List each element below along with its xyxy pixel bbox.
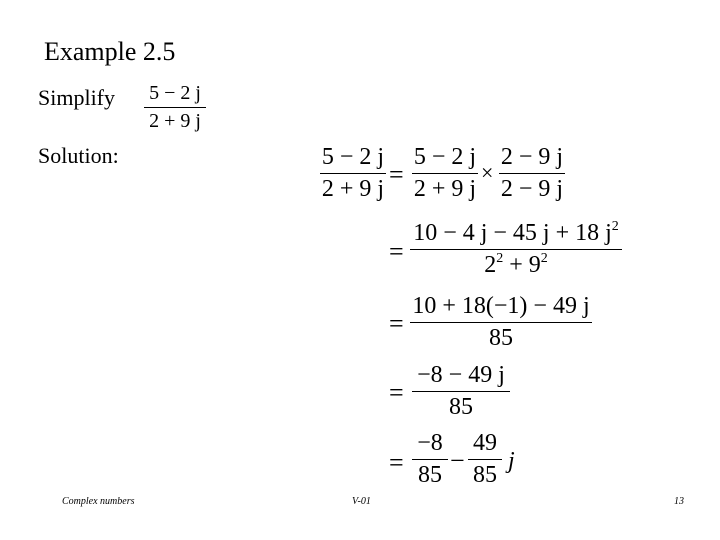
step1-lhs-denominator: 2 + 9 j [321,176,385,202]
step2-den-plus: + 9 [503,252,541,278]
solution-label: Solution: [38,143,119,168]
problem-numerator: 5 − 2 j [149,82,201,104]
step1-a-numerator: 5 − 2 j [413,144,477,170]
step2-den-exp-b: 2 [540,251,548,266]
step1-lhs-numerator: 5 − 2 j [321,144,385,170]
step1-equals: = [389,160,404,189]
step5-minus: − [450,446,465,475]
step3-fraction [410,293,592,352]
footer-page-number: 13 [674,496,684,507]
step5-equals: = [389,448,404,477]
step3-denominator: 85 [489,325,513,351]
step5-b-numerator: 49 [473,430,497,456]
problem-denominator: 2 + 9 j [149,110,201,132]
step2-numerator [410,220,622,247]
step1-b-denominator: 2 − 9 j [500,176,564,202]
simplify-label: Simplify [38,85,116,110]
step2-den-base-a: 2 [484,252,497,278]
step1-fraction-a [412,144,478,203]
step1-fraction-b [499,144,565,203]
fraction-bar [468,459,502,460]
fraction-bar [499,173,565,174]
step2-equals: = [389,237,404,266]
step2-numerator-exponent: 2 [611,219,619,234]
fraction-bar [412,391,510,392]
problem-fraction [144,82,206,133]
step4-numerator: −8 − 49 j [417,362,505,388]
step4-denominator: 85 [449,394,473,420]
step1-b-numerator: 2 − 9 j [500,144,564,170]
step3-equals: = [389,309,404,338]
footer-course: Complex numbers [62,496,135,507]
fraction-bar [320,173,386,174]
step2-den-exp-a: 2 [496,251,504,266]
footer-version: V-01 [352,496,371,507]
step3-numerator: 10 + 18(−1) − 49 j [412,293,590,319]
step5-a-numerator: −8 [417,430,443,456]
step5-fraction-a [412,430,448,489]
step5-a-denominator: 85 [418,462,442,488]
step5-fraction-b [468,430,502,489]
step1-a-denominator: 2 + 9 j [413,176,477,202]
fraction-bar [410,249,622,250]
step1-lhs-fraction [320,144,386,203]
step5-b-denominator: 85 [473,462,497,488]
slide-title: Example 2.5 [44,37,176,66]
step5-j: j [508,448,515,474]
step4-equals: = [389,378,404,407]
fraction-bar [412,459,448,460]
fraction-bar [412,173,478,174]
step2-denominator [410,252,622,279]
fraction-bar [410,322,592,323]
step2-fraction [410,220,622,279]
times-sign: × [481,160,494,185]
step4-fraction [412,362,510,421]
fraction-bar [144,107,206,108]
step2-numerator-text: 10 − 4 j − 45 j + 18 j [413,220,612,246]
